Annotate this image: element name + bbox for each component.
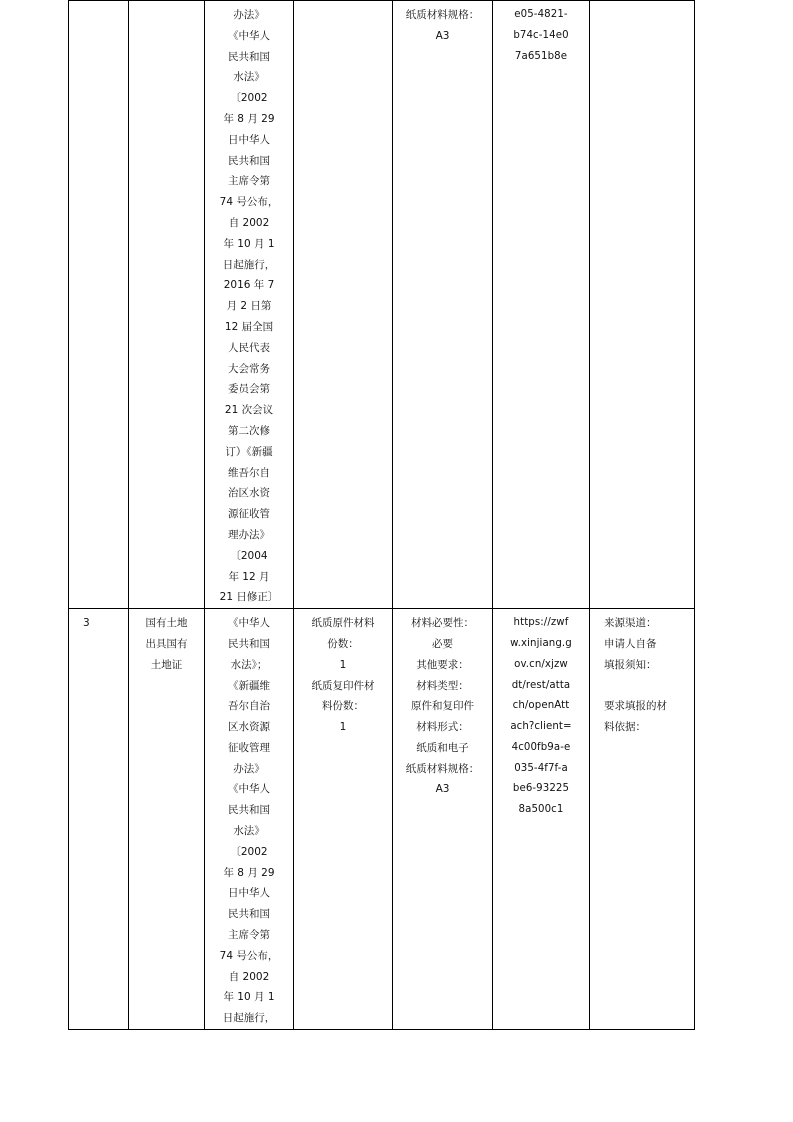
cell-text-line: 纸质材料规格： bbox=[405, 9, 480, 21]
cell-text-line: 主席令第 bbox=[228, 929, 270, 942]
cell-text-line: 要求填报的材 bbox=[604, 700, 667, 713]
cell-text-line: 年 8 月 29 bbox=[223, 866, 275, 879]
cell-text-line: 年 8 月 29 bbox=[223, 112, 275, 125]
cell-text-line: 《中华人 bbox=[228, 29, 270, 42]
cell-text-line[interactable]: 035-4f7f-a bbox=[514, 762, 568, 774]
cell-text-line: 第二次修 bbox=[228, 424, 270, 437]
cell-text-line: 土地证 bbox=[150, 658, 183, 671]
basis-cell bbox=[205, 609, 294, 1030]
cell-text-line: 委员会第 bbox=[228, 383, 270, 396]
cell-text-line: 纸质复印件材 bbox=[311, 679, 375, 692]
cell-text-line: 国有土地 bbox=[145, 617, 188, 630]
table-row bbox=[69, 609, 695, 1030]
cell-text-line[interactable]: e05-4821- bbox=[514, 9, 568, 20]
link-cell bbox=[493, 609, 590, 1030]
cell-text-line: 办法》 bbox=[233, 762, 265, 775]
cell-text-line: 民共和国 bbox=[228, 908, 270, 921]
cell-text-line: 民共和国 bbox=[228, 154, 270, 167]
cell-text-line[interactable]: 8a500c1 bbox=[518, 804, 564, 816]
cell-text-line[interactable]: w.xinjiang.g bbox=[510, 637, 572, 649]
cell-text-line: 民共和国 bbox=[228, 637, 270, 650]
cell-text-line[interactable]: dt/rest/atta bbox=[511, 679, 571, 691]
cell-text-line[interactable]: https://zwf bbox=[513, 617, 569, 629]
cell-text-line[interactable]: b74c-14e0 bbox=[513, 29, 569, 41]
cell-text-line: 〔2004 bbox=[230, 549, 268, 562]
cell-text-line: 1 bbox=[339, 721, 347, 734]
cell-text-line: 12 届全国 bbox=[224, 320, 274, 333]
material-name-cell bbox=[129, 1, 205, 609]
cell-text-line bbox=[69, 5, 128, 26]
materials-table bbox=[68, 0, 695, 1030]
cell-text-line: A3 bbox=[435, 29, 450, 42]
cell-text-line: 3 bbox=[83, 617, 90, 630]
cell-text-line: 21 次会议 bbox=[224, 404, 274, 417]
cell-text-line: 日起施行， bbox=[222, 258, 276, 271]
cell-text-line: 填报须知： bbox=[604, 658, 657, 671]
cell-text-line bbox=[590, 676, 694, 697]
cell-text-line: 纸质材料规格： bbox=[405, 762, 480, 775]
serial-cell bbox=[69, 1, 129, 609]
cell-text-line: 办法》 bbox=[233, 9, 265, 21]
cell-text-line: 《中华人 bbox=[228, 783, 270, 796]
cell-text-line: 《新疆维 bbox=[228, 679, 270, 692]
cell-text-line: 《中华人 bbox=[228, 617, 270, 630]
cell-text-line[interactable]: 4c00fb9a-e bbox=[511, 741, 571, 753]
cell-text-line: 出具国有 bbox=[145, 637, 188, 650]
cell-text-line: 料依据： bbox=[604, 721, 646, 734]
cell-text-line: 〔2002 bbox=[230, 845, 268, 858]
cell-text-line: 水法》 bbox=[233, 71, 265, 84]
cell-text-line bbox=[129, 5, 204, 26]
cell-text-line: 自 2002 bbox=[228, 970, 270, 983]
cell-text-line: 2016 年 7 bbox=[223, 279, 275, 292]
requirements-cell bbox=[393, 609, 493, 1030]
copies-cell bbox=[294, 609, 393, 1030]
cell-text-line: 申请人自备 bbox=[604, 637, 657, 650]
cell-text-line: 〔2002 bbox=[230, 92, 268, 105]
notes-cell bbox=[590, 609, 695, 1030]
cell-text-line bbox=[590, 5, 694, 26]
cell-text-line: 料份数： bbox=[322, 700, 364, 713]
cell-text-line: 74 号公布， bbox=[219, 949, 279, 962]
cell-text-line: 日中华人 bbox=[228, 887, 270, 900]
cell-text-line: 材料形式： bbox=[416, 721, 469, 734]
cell-text-line: 原件和复印件 bbox=[411, 700, 474, 713]
basis-cell bbox=[205, 1, 294, 609]
cell-text-line: 必要 bbox=[432, 637, 453, 650]
cell-text-line: 年 10 月 1 bbox=[223, 991, 275, 1004]
cell-text-line: 水法》 bbox=[233, 825, 265, 838]
serial-cell bbox=[69, 609, 129, 1030]
cell-text-line[interactable]: ov.cn/xjzw bbox=[514, 658, 568, 670]
cell-text-line: 自 2002 bbox=[228, 216, 270, 229]
cell-text-line: 年 10 月 1 bbox=[223, 237, 275, 250]
cell-text-line: 源征收管 bbox=[228, 508, 270, 521]
cell-text-line: 民共和国 bbox=[228, 804, 270, 817]
cell-text-line: 民共和国 bbox=[228, 50, 270, 63]
cell-text-line: A3 bbox=[435, 783, 450, 796]
cell-text-line: 其他要求： bbox=[416, 658, 469, 671]
cell-text-line: 份数： bbox=[327, 637, 359, 650]
cell-text-line: 材料必要性： bbox=[411, 617, 474, 630]
cell-text-line[interactable]: 7a651b8e bbox=[514, 50, 568, 62]
cell-text-line: 人民代表 bbox=[228, 341, 270, 354]
cell-text-line: 纸质原件材料 bbox=[311, 617, 375, 630]
cell-text-line: 1 bbox=[339, 658, 347, 671]
cell-text-line[interactable]: be6-93225 bbox=[512, 783, 570, 795]
cell-text-line[interactable]: ach?client= bbox=[510, 721, 572, 733]
cell-text-line: 理办法》 bbox=[228, 528, 270, 541]
cell-text-line: 主席令第 bbox=[228, 175, 270, 188]
requirements-cell bbox=[393, 1, 493, 609]
cell-text-line: 征收管理 bbox=[228, 741, 270, 754]
cell-text-line: 治区水资 bbox=[228, 487, 270, 500]
table-row bbox=[69, 1, 695, 609]
link-cell bbox=[493, 1, 590, 609]
cell-text-line: 维吾尔自 bbox=[228, 466, 270, 479]
cell-text-line: 纸质和电子 bbox=[416, 741, 469, 754]
cell-text-line bbox=[294, 5, 392, 26]
cell-text-line: 材料类型： bbox=[416, 679, 469, 692]
cell-text-line: 大会常务 bbox=[228, 362, 270, 375]
cell-text-line: 吾尔自治 bbox=[228, 700, 270, 713]
cell-text-line: 21 日修正〕 bbox=[219, 591, 279, 604]
cell-text-line[interactable]: ch/openAtt bbox=[512, 700, 570, 712]
cell-text-line: 日起施行， bbox=[222, 1012, 276, 1025]
cell-text-line: 水法》； bbox=[230, 658, 268, 671]
cell-text-line: 74 号公布， bbox=[219, 196, 279, 209]
copies-cell bbox=[294, 1, 393, 609]
cell-text-line: 订）《新疆 bbox=[225, 445, 273, 458]
notes-cell bbox=[590, 1, 695, 609]
cell-text-line: 来源渠道： bbox=[604, 617, 657, 630]
cell-text-line: 年 12 月 bbox=[228, 570, 270, 583]
material-name-cell bbox=[129, 609, 205, 1030]
cell-text-line: 区水资源 bbox=[228, 721, 270, 734]
cell-text-line: 月 2 日第 bbox=[226, 300, 272, 313]
cell-text-line: 日中华人 bbox=[228, 133, 270, 146]
